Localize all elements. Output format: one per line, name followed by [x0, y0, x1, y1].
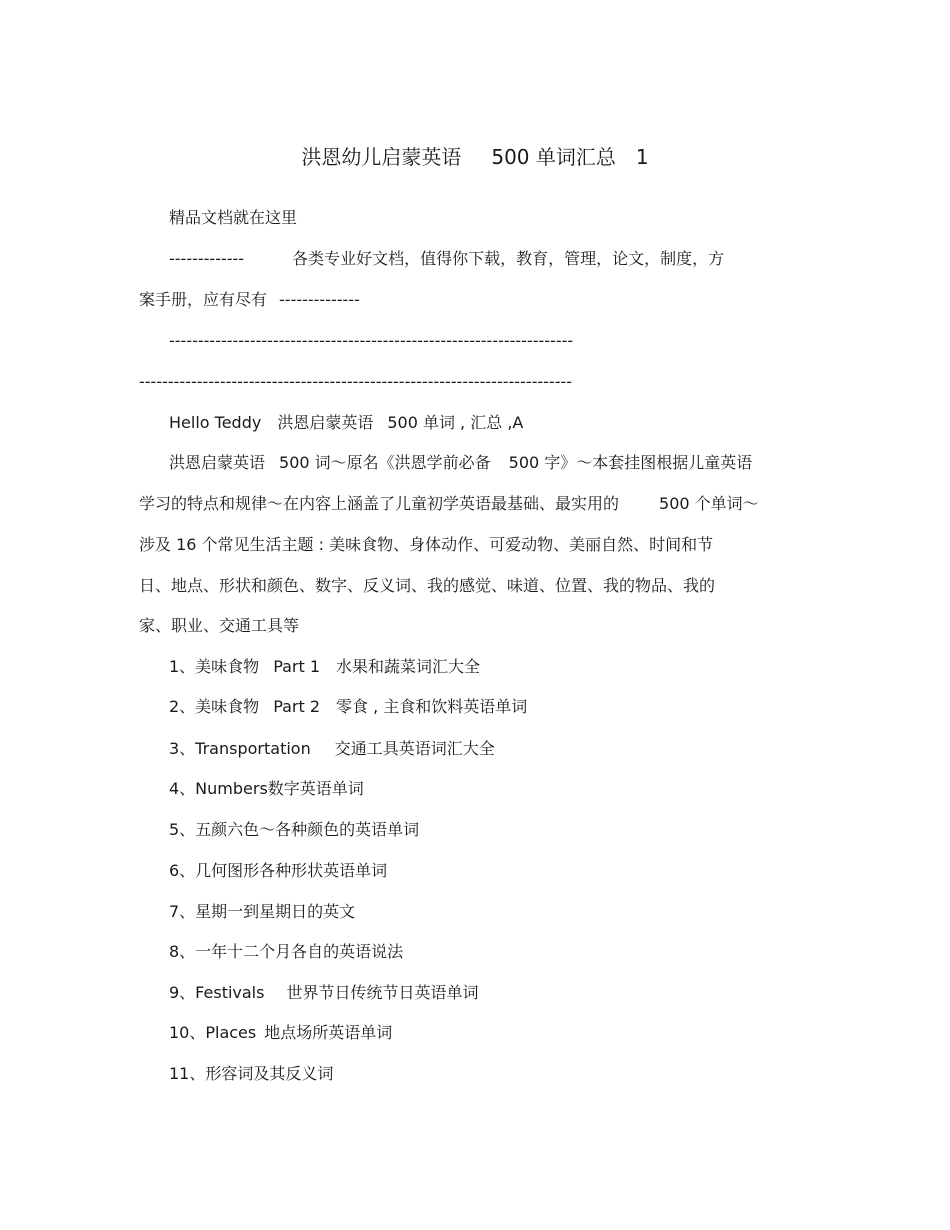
list-item [169, 779, 364, 799]
list-item-part: Part 1 [273, 657, 321, 676]
title-part-2: 500 单词汇总 [491, 145, 616, 169]
list-item-label: 9、Festivals [169, 983, 265, 1002]
list-item-label: 8、一年十二个月各自的英语说法 [169, 942, 404, 961]
list-item-topic: 水果和蔬菜词汇大全 [336, 657, 481, 676]
intro-ad-text: 各类专业好文档，值得你下载，教育，管理，论文，制度，方 [292, 249, 725, 268]
list-item-label: 4、Numbers数字英语单词 [169, 779, 364, 798]
heading-part-1: Hello Teddy [169, 413, 262, 432]
list-item-topic: 地点场所英语单词 [264, 1023, 393, 1042]
list-item-part: Part 2 [273, 697, 321, 716]
paragraph-line-4: 日、地点、形状和颜色、数字、反义词、我的感觉、味道、位置、我的物品、我的 [139, 576, 716, 595]
title-part-1: 洪恩幼儿启蒙英语 [301, 145, 462, 169]
paragraph-line-5: 家、职业、交通工具等 [139, 616, 300, 635]
heading-part-2: 洪恩启蒙英语 [277, 413, 374, 432]
list-item-label: 2、美味食物 [169, 697, 260, 716]
list-item [169, 739, 495, 759]
list-item-label: 3、Transportation [169, 739, 311, 758]
list-item-topic: 交通工具英语词汇大全 [334, 739, 495, 758]
intro-dashes-left: ------------- [169, 249, 245, 268]
intro-tagline: 精品文档就在这里 [169, 208, 298, 227]
separator-dashes-2: --------------------------------------------------------------------------- [139, 372, 573, 391]
list-item [169, 983, 478, 1003]
list-item-label: 10、Places [169, 1023, 257, 1042]
intro-line-1 [169, 249, 724, 269]
page-title [0, 145, 950, 169]
paragraph-line-2-b: 500 个单词～ [659, 494, 759, 513]
paragraph-line-1-c: 500 字》～本套挂图根据儿童英语 [508, 453, 753, 472]
list-item [169, 861, 387, 881]
list-item [169, 1064, 333, 1084]
list-item-label: 1、美味食物 [169, 657, 260, 676]
paragraph-line-1 [169, 453, 752, 473]
separator-dashes-1: ---------------------------------------------------------------------- [169, 331, 574, 350]
list-item-label: 6、几何图形各种形状英语单词 [169, 861, 388, 880]
paragraph-line-2 [139, 494, 759, 514]
intro-line-2 [139, 290, 360, 310]
intro-ad-text-cont: 案手册，应有尽有 [139, 290, 268, 309]
list-item-topic: 世界节日传统节日英语单词 [286, 983, 479, 1002]
list-item [169, 697, 527, 717]
list-item [169, 657, 480, 677]
list-item-label: 7、星期一到星期日的英文 [169, 902, 356, 921]
list-item [169, 902, 355, 922]
paragraph-line-1-b: 500 词～原名《洪恩学前必备 [279, 453, 491, 472]
intro-dashes-right: -------------- [279, 290, 360, 309]
heading-part-3: 500 单词 , 汇总 ,A [387, 413, 524, 432]
list-item [169, 1023, 392, 1043]
list-item-label: 5、五颜六色～各种颜色的英语单词 [169, 820, 420, 839]
list-item-topic: 零食 , 主食和饮料英语单词 [336, 697, 528, 716]
section-heading [169, 413, 523, 433]
paragraph-line-1-a: 洪恩启蒙英语 [169, 453, 266, 472]
title-part-3: 1 [635, 145, 649, 169]
paragraph-line-3: 涉及 16 个常见生活主题 : 美味食物、身体动作、可爱动物、美丽自然、时间和节 [139, 535, 714, 554]
list-item-label: 11、形容词及其反义词 [169, 1064, 334, 1083]
list-item [169, 942, 403, 962]
paragraph-line-2-a: 学习的特点和规律～在内容上涵盖了儿童初学英语最基础、最实用的 [139, 494, 620, 513]
list-item [169, 820, 419, 840]
